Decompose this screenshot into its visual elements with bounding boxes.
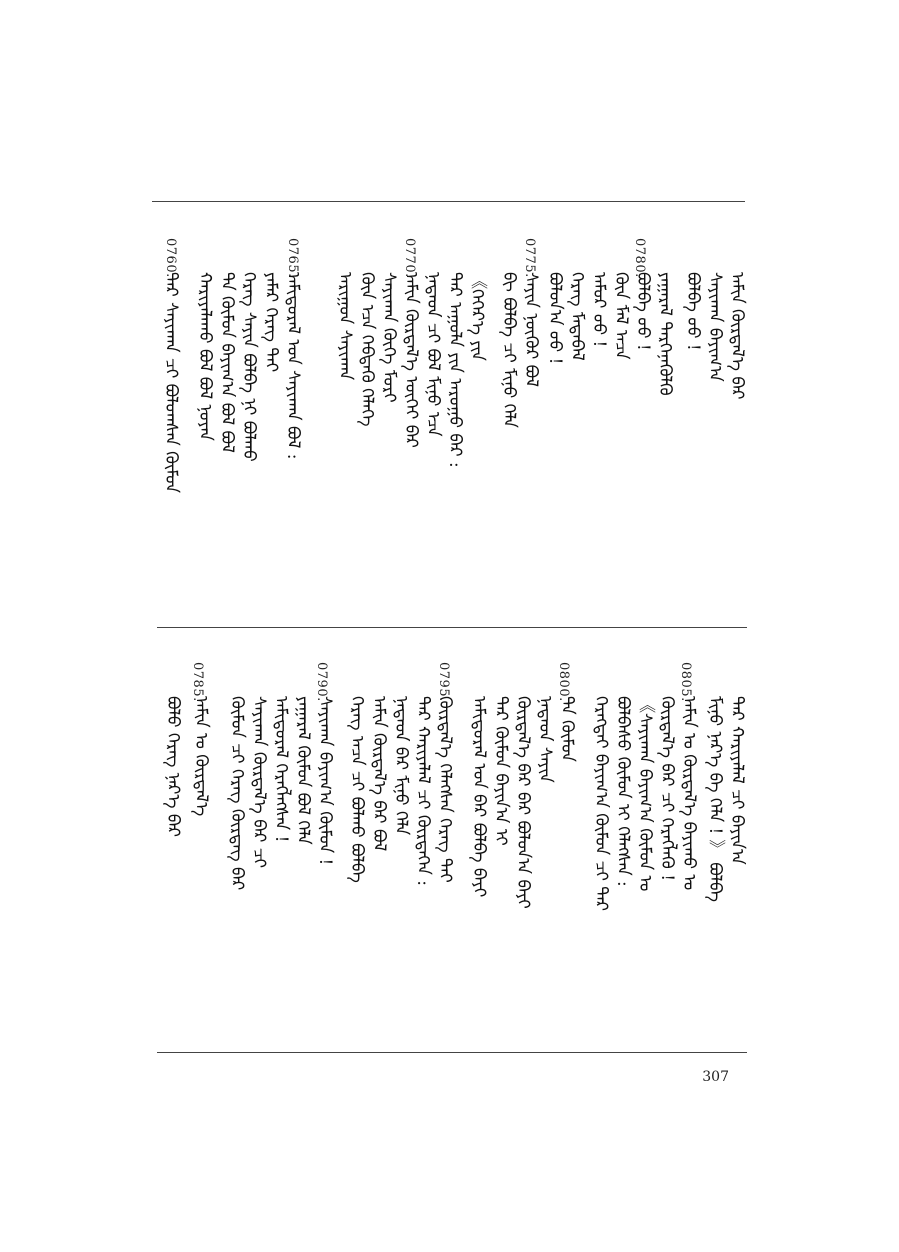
text-line: ᠰᠠᠶᠢᠨ ᠨᠥᠬᠦᠷ ᠪᠣᠯ <box>521 272 541 388</box>
text-line: ᠲᠠ ᠬᠦᠮᠦᠨ ᠪᠠᠶᠢᠭ᠎ᠠ ᠪᠣᠯ ᠪᠣᠯ <box>217 272 237 453</box>
text-line: ᠬᠡᠷᠡᠭ ᠰᠠᠶᠢᠨ ᠪᠣᠯᠪᠠ ᠨᠢ ᠪᠣᠯᠬᠤ <box>239 272 259 462</box>
text-line: ᠮᠢᠨᠦ ᠨᠡᠷ᠎ᠡ ᠪᠠ ᠬᠡᠯᠡ ! 》 ᠪᠣᠯᠪᠠ <box>705 696 725 902</box>
text-line: ᠬᠦᠨ ᠮᠠᠯ ᠠᠴᠠ <box>611 272 631 360</box>
text-line: ᠬᠠᠷᠢᠶᠠᠯᠠᠬᠤ ᠪᠣᠯ ᠪᠣᠯ ᠨᠣᠶᠠᠨ <box>195 272 215 441</box>
line-number: 0760. <box>163 238 178 278</box>
text-line: ᠪᠣᠯᠤᠨ᠎ᠠ ᠤᠤ ! <box>545 272 565 365</box>
text-line: ᠬᠦᠷᠲᠡᠯ᠎ᠡ ᠬᠡᠯᠡᠭᠰᠡᠨ ᠬᠡᠷᠡᠭ ᠲᠡᠢ <box>435 696 455 883</box>
text-line: ᠠᠮᠢᠨ ᠬᠦᠷᠲᠡᠯ᠎ᠡ ᠦᠭᠡᠢ ᠪᠡᠷ <box>401 272 421 448</box>
text-line: ᠲᠡ ᠬᠦᠮᠦᠨ <box>557 696 577 762</box>
text-line: ᠨᠠᠳᠠᠳ ᠰᠠᠶᠢᠨ <box>535 696 555 783</box>
text-line: ᠬᠦᠷᠲᠡᠯ᠎ᠡ ᠪᠠᠷ ᠪᠡᠷ ᠪᠣᠯᠤᠨ᠎ᠠ ᠪᠠᠶᠢ <box>513 696 533 909</box>
text-line: ᠶᠠᠭᠠᠷᠠᠯ ᠬᠦᠮᠦᠨ ᠪᠣᠯ ᠬᠡᠯᠡ <box>293 696 313 845</box>
text-line: ᠰᠠᠶᠢᠬᠠᠨ ᠬᠥᠬᠡ ᠮᠣᠷᠢ <box>379 272 399 403</box>
text-line: ᠰᠠᠶᠢᠬᠠᠨ ᠪᠠᠶᠢᠭ᠎ᠠ <box>705 272 725 382</box>
text-line: ᠨᠠᠳᠠᠳ ᠴᠢ ᠪᠣᠯ ᠮᠢᠨᠦ ᠡᠴᠡ <box>423 272 443 437</box>
text-line: ᠪᠣᠯᠪᠠᠰᠤ ᠬᠦᠮᠦᠨ ᠢ ᠬᠡᠯᠡᠭᠰᠡᠨ : <box>613 696 633 887</box>
line-number: 0770. <box>402 238 417 278</box>
text-line: ᠠᠮᠢᠳᠤᠷᠠᠯ ᠤᠨ ᠰᠠᠶᠢᠬᠠᠨ ᠪᠣᠯ : <box>283 272 303 460</box>
text-line: ᠲᠡᠷ ᠬᠠᠷᠢᠶᠠᠯᠠᠯ ᠴᠢ ᠬᠦᠷᠲᠡᠭᠡᠨ : <box>413 696 433 887</box>
text-line: ᠬᠦᠮᠦᠨ ᠴᠢ ᠬᠡᠷᠡᠭ ᠬᠦᠷᠲᠡᠭ ᠪᠡᠷ <box>227 696 247 891</box>
text-line: ᠲᠡᠷ ᠬᠦᠮᠦᠨ ᠪᠠᠶᠢᠨ᠎ᠠ ᠢ <box>491 696 511 846</box>
top-rule <box>152 201 745 202</box>
middle-rule <box>157 627 747 628</box>
text-line: ᠠᠮᠢᠨ ᠤ ᠬᠦᠷᠲᠡᠯ᠎ᠡ <box>191 696 211 817</box>
text-line: ᠠᠮᠤᠷ ᠤᠤ ! <box>589 272 609 348</box>
text-line: ᠲᠡᠷ ᠠᠭᠤᠯᠠ ᠶᠢᠨ ᠠᠷᠤᠭᠤ ᠪᠠᠷ : <box>445 272 465 468</box>
text-line: ᠬᠡᠷᠡᠭ ᠮᠡᠳᠡᠪᠡᠯ <box>567 272 587 361</box>
text-line: ᠶᠠᠮᠠᠷ ᠬᠡᠷᠡᠭ ᠲᠡᠢ <box>261 272 281 373</box>
text-line: ᠲᠡᠷ ᠬᠠᠷᠢᠶᠠᠯᠠᠯ ᠴᠢ ᠪᠠᠶᠢᠨ᠎ᠠ <box>727 696 747 865</box>
text-line: ᠠᠮᠢᠳᠤᠷᠠᠯ ᠬᠡᠷᠡᠭᠯᠡᠭᠰᠡᠨ ! <box>271 696 291 843</box>
text-line: ᠠᠷᠢᠭᠤᠨ ᠰᠠᠶᠢᠬᠠᠨ <box>335 272 355 381</box>
line-number: 0795. <box>436 662 451 702</box>
text-line: 《ᠬᠡᠭᠡᠷ᠎ᠡ ᠶᠢᠨ <box>467 272 487 361</box>
text-line: ᠠᠮᠢᠨ ᠬᠦᠷᠲᠡᠯ᠎ᠡ ᠪᠡᠷ <box>727 272 747 400</box>
text-line: ᠪᠣᠯᠪᠠ ᠤᠤ ! <box>683 272 703 351</box>
text-line: ᠬᠡᠷᠡᠭ ᠠᠴᠠ ᠴᠢ ᠪᠣᠯᠬᠤ ᠪᠣᠯᠪᠠ <box>347 696 367 883</box>
lower-text-block <box>157 662 747 1042</box>
line-number: 0790. <box>314 662 329 702</box>
line-number: 0785. <box>190 662 205 702</box>
text-line: ᠰᠠᠶᠢᠬᠠᠨ ᠬᠦᠷᠲᠡᠯ᠎ᠡ ᠪᠡᠷ ᠴᠢ <box>249 696 269 869</box>
text-line: ᠪᠢ ᠪᠣᠯᠪᠠ ᠴᠢ ᠮᠢᠨᠦ ᠬᠡᠯᠡ <box>499 272 519 428</box>
page-number: 307 <box>702 1069 729 1085</box>
upper-text-block <box>157 238 747 618</box>
text-line: ᠰᠠᠶᠢᠬᠠᠨ ᠪᠠᠶᠢᠭ᠎ᠠ ᠬᠦᠮᠦᠨ ! <box>315 696 335 866</box>
line-number: 0805. <box>678 662 693 702</box>
text-line: ᠲᠡᠷ ᠰᠠᠶᠢᠬᠠᠨ ᠴᠢ ᠪᠣᠯᠤᠭᠰᠠᠨ ᠬᠦᠮᠦᠨ <box>161 272 181 493</box>
text-line: ᠠᠮᠢᠨ ᠬᠦᠷᠲᠡᠯ᠎ᠡ ᠪᠡᠷ ᠪᠣᠯ <box>369 696 389 852</box>
text-line: ᠬᠡᠷᠡᠭᠲᠡᠢ ᠪᠠᠶᠢᠭ᠎ᠠ ᠬᠦᠮᠦᠨ ᠴᠢ ᠲᠡᠷ <box>591 696 611 912</box>
text-line: ᠪᠣᠯᠪᠠ ᠤᠤ ! <box>633 272 653 351</box>
text-line: ᠬᠦᠨ ᠡᠴᠡ ᠬᠡᠪᠲᠡᠭᠦ ᠬᠡᠯᠡᠭᠡ <box>357 272 377 427</box>
text-line: ᠪᠣᠯᠤ ᠬᠡᠷᠡᠭ ᠨᠡᠷ᠎ᠡ ᠪᠡᠷ <box>163 696 183 838</box>
line-number: 0800. <box>556 662 571 702</box>
text-line: ᠬᠦᠷᠲᠡᠯ᠎ᠡ ᠪᠡᠷ ᠴᠢ ᠬᠡᠷᠡᠭᠯᠡᠬᠦ ! <box>657 696 677 882</box>
line-number: 0775. <box>522 238 537 278</box>
text-line: ᠨᠠᠳᠠᠳ ᠪᠡᠷ ᠮᠢᠨᠦ ᠬᠡᠯᠡ <box>391 696 411 836</box>
text-line: ᠶᠠᠭᠠᠷᠠᠯ ᠲᠡᠷᠭᠡᠨᠡᠭᠦᠯᠬᠦ <box>655 272 675 396</box>
line-number: 0765. <box>285 238 300 278</box>
line-number: 0780. <box>632 238 647 278</box>
text-line: ᠠᠮᠢᠨ ᠤ ᠬᠦᠷᠲᠡᠯ᠎ᠡ ᠪᠠᠶᠢᠬᠤ ᠤ <box>679 696 699 891</box>
bottom-rule <box>157 1052 747 1053</box>
text-line: 《ᠰᠠᠶᠢᠬᠠᠨ ᠪᠠᠶᠢᠭ᠎ᠠ ᠬᠦᠮᠦᠨ ᠤ <box>635 696 655 892</box>
text-line: ᠠᠮᠢᠳᠤᠷᠠᠯ ᠤᠨ ᠪᠡᠷ ᠪᠣᠯᠪᠠ ᠪᠠᠶᠢ <box>469 696 489 898</box>
